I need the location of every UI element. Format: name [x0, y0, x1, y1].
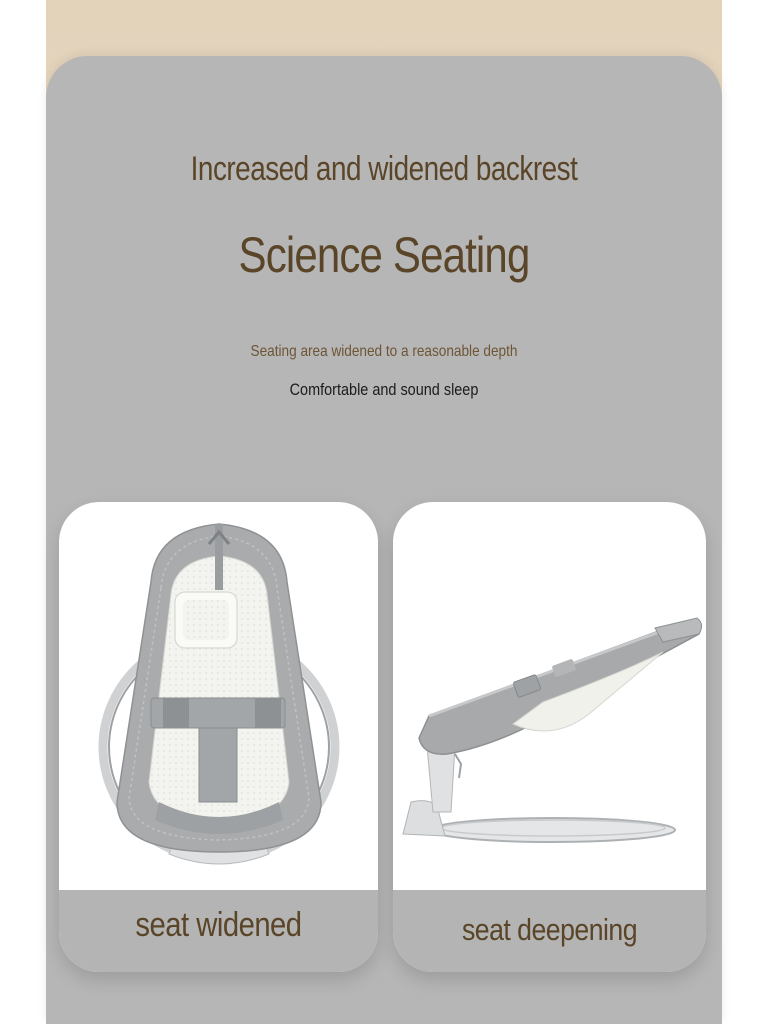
seat-deepening-label: seat deepening [461, 912, 638, 947]
seat-widened-label: seat widened [135, 906, 302, 944]
bouncer-side-view-image [393, 502, 706, 890]
card-caption-bar [59, 890, 378, 972]
subtitle-sleep: Comfortable and sound sleep [289, 380, 479, 399]
subtitle-depth: Seating area widened to a reasonable depth [250, 343, 518, 360]
bouncer-top-view-image [59, 502, 378, 890]
seat-deepening-card [393, 502, 706, 972]
seat-widened-card [59, 502, 378, 972]
card-caption-bar [393, 890, 706, 972]
page-title: Science Seating [238, 227, 530, 283]
headline: Increased and widened backrest [190, 150, 578, 188]
